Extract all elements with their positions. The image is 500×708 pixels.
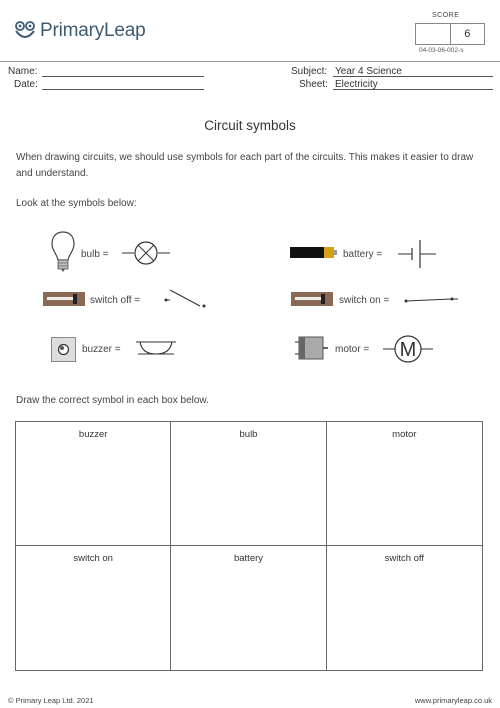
sheet-label: Sheet:	[299, 79, 328, 90]
box-label: buzzer	[78, 429, 108, 440]
battery-symbol	[398, 238, 438, 270]
footer-website[interactable]: www.primaryleap.co.uk	[414, 696, 492, 705]
name-field[interactable]	[42, 76, 204, 77]
brand-logo	[14, 20, 146, 42]
score-label: SCORE	[432, 12, 460, 19]
battery-label: battery =	[343, 249, 383, 260]
answer-box-motor[interactable]	[327, 422, 482, 546]
box-label: switch on	[73, 553, 113, 564]
brand-name: PrimaryLeap	[40, 20, 146, 41]
switch-on-label: switch on =	[339, 295, 390, 306]
instruction-text: Draw the correct symbol in each box below.	[16, 395, 209, 406]
switch-off-icon	[43, 292, 85, 306]
motor-icon	[295, 336, 329, 362]
look-text: Look at the symbols below:	[16, 198, 137, 209]
frog-icon	[14, 21, 36, 41]
answer-box-switch-off[interactable]	[327, 546, 482, 670]
switch-on-symbol	[402, 292, 460, 306]
page-title: Circuit symbols	[204, 118, 296, 133]
box-label: battery	[233, 553, 264, 564]
switch-off-label: switch off =	[90, 295, 141, 306]
score-value	[416, 24, 450, 44]
motor-letter: M	[399, 339, 417, 361]
motor-label: motor =	[335, 344, 370, 355]
worksheet-code: 04-03-06-002-s	[419, 47, 464, 54]
score-total: 6	[450, 24, 485, 44]
buzzer-icon	[51, 337, 76, 362]
date-label: Date:	[14, 79, 38, 90]
battery-icon	[290, 246, 338, 260]
answer-box-battery[interactable]	[171, 546, 326, 670]
answer-box-buzzer[interactable]	[16, 422, 171, 546]
subject-value: Year 4 Science	[335, 66, 402, 77]
buzzer-label: buzzer =	[82, 344, 121, 355]
answer-grid	[15, 421, 483, 671]
buzzer-symbol	[134, 334, 178, 358]
box-label: bulb	[239, 429, 258, 440]
answer-box-bulb[interactable]	[171, 422, 326, 546]
header-divider	[0, 61, 500, 62]
switch-on-icon	[291, 292, 333, 306]
bulb-label: bulb =	[81, 249, 109, 260]
bulb-icon	[50, 230, 76, 274]
sheet-value: Electricity	[335, 79, 378, 90]
box-label: switch off	[384, 553, 425, 564]
subject-label: Subject:	[291, 66, 328, 77]
answer-box-switch-on[interactable]	[16, 546, 171, 670]
switch-off-symbol	[158, 288, 208, 310]
score-box	[415, 23, 485, 45]
name-label: Name:	[8, 66, 38, 77]
date-field[interactable]	[42, 89, 204, 90]
bulb-symbol	[122, 238, 170, 268]
box-label: motor	[392, 429, 417, 440]
footer-copyright: © Primary Leap Ltd. 2021	[8, 696, 94, 705]
motor-symbol	[383, 334, 433, 364]
intro-text: When drawing circuits, we should use symbols for each part of the circuits. This makes it easier to draw and understand.	[16, 152, 474, 179]
